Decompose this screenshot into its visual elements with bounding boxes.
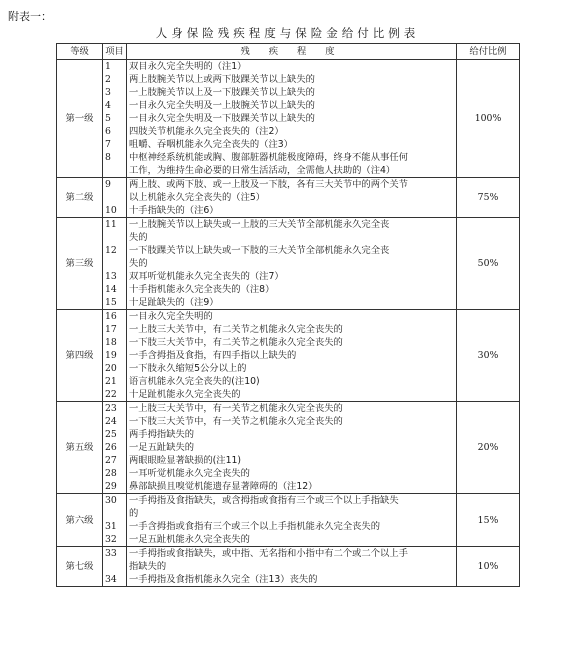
table-row <box>57 283 520 296</box>
header-degree: 残 疾 程 度 <box>127 44 457 60</box>
item-number: 3 <box>103 86 127 99</box>
description-line: 一上肢三大关节中，有二关节之机能永久完全丧失的 <box>129 324 343 335</box>
description-line: 一目永久完全失明及一下肢踝关节以上缺失的 <box>129 113 315 124</box>
item-number: 27 <box>103 454 127 467</box>
header-row <box>57 44 520 60</box>
table-row <box>57 86 520 99</box>
description-line: 一手含拇指及食指，有四手指以上缺失的 <box>129 350 297 361</box>
item-number: 6 <box>103 125 127 138</box>
description-line: 四肢关节机能永久完全丧失的（注2） <box>129 126 284 137</box>
item-description <box>127 375 457 388</box>
item-description <box>127 138 457 151</box>
item-description <box>127 310 457 324</box>
table-row <box>57 218 520 245</box>
table-row <box>57 480 520 494</box>
item-description <box>127 178 457 205</box>
item-description <box>127 402 457 416</box>
description-line: 一手拇指及食指缺失，或含拇指或食指有三个或三个以上手指缺失 <box>129 495 399 506</box>
item-description <box>127 125 457 138</box>
description-line: 一下肢三大关节中，有二关节之机能永久完全丧失的 <box>129 337 343 348</box>
payout-ratio-cell: 15% <box>457 494 520 547</box>
description-line: 以上机能永久完全丧失的（注5） <box>129 192 266 203</box>
table-row <box>57 388 520 402</box>
table-row <box>57 441 520 454</box>
table-row <box>57 178 520 205</box>
item-number: 11 <box>103 218 127 245</box>
item-number: 23 <box>103 402 127 416</box>
description-line: 一手拇指或食指缺失，或中指、无名指和小指中有二个或二个以上手 <box>129 548 408 559</box>
description-line: 两眼眼睑显著缺损的(注11) <box>129 455 242 466</box>
grade-cell: 第六级 <box>57 494 103 547</box>
item-number: 26 <box>103 441 127 454</box>
item-description <box>127 467 457 480</box>
description-line: 双耳听觉机能永久完全丧失的（注7） <box>129 271 284 282</box>
table-row <box>57 349 520 362</box>
description-line: 一下肢踝关节以上缺失或一下肢的三大关节全部机能永久完全丧 <box>129 245 390 256</box>
item-number: 25 <box>103 428 127 441</box>
description-line: 中枢神经系统机能或胸、腹部脏器机能极度障碍，终身不能从事任何 <box>129 152 408 163</box>
table-row <box>57 112 520 125</box>
header-item: 项目 <box>103 44 127 60</box>
payout-ratio-cell: 75% <box>457 178 520 218</box>
table-row <box>57 138 520 151</box>
table-row <box>57 573 520 587</box>
description-line: 两手拇指缺失的 <box>129 429 195 440</box>
table-row <box>57 362 520 375</box>
item-description <box>127 99 457 112</box>
item-number: 34 <box>103 573 127 587</box>
item-description <box>127 151 457 178</box>
grade-cell: 第二级 <box>57 178 103 218</box>
item-number: 28 <box>103 467 127 480</box>
description-line: 一目永久完全失明及一上肢腕关节以上缺失的 <box>129 100 315 111</box>
payout-ratio-cell: 30% <box>457 310 520 402</box>
item-number: 22 <box>103 388 127 402</box>
item-description <box>127 441 457 454</box>
table-row <box>57 244 520 270</box>
description-line: 失的 <box>129 232 148 243</box>
table-row <box>57 428 520 441</box>
description-line: 一上肢三大关节中，有一关节之机能永久完全丧失的 <box>129 403 343 414</box>
table-row <box>57 547 520 574</box>
payout-ratio-cell: 100% <box>457 60 520 178</box>
description-line: 的 <box>129 508 139 519</box>
item-description <box>127 533 457 547</box>
item-description <box>127 520 457 533</box>
item-number: 9 <box>103 178 127 205</box>
header-grade: 等级 <box>57 44 103 60</box>
item-description <box>127 112 457 125</box>
item-number: 15 <box>103 296 127 310</box>
item-number: 32 <box>103 533 127 547</box>
description-line: 十手指缺失的（注6） <box>129 205 219 216</box>
item-number: 1 <box>103 60 127 74</box>
table-title: 人身保险残疾程度与保险金给付比例表 <box>155 26 420 40</box>
item-description <box>127 73 457 86</box>
item-number: 20 <box>103 362 127 375</box>
item-number: 24 <box>103 415 127 428</box>
description-line: 一足五趾缺失的 <box>129 442 195 453</box>
item-number: 13 <box>103 270 127 283</box>
table-row <box>57 454 520 467</box>
description-line: 咀嚼、吞咽机能永久完全丧失的（注3） <box>129 139 293 150</box>
description-line: 一目永久完全失明的 <box>129 311 213 322</box>
table-row <box>57 60 520 74</box>
item-number: 2 <box>103 73 127 86</box>
item-description <box>127 454 457 467</box>
item-description <box>127 323 457 336</box>
description-line: 十足趾机能永久完全丧失的 <box>129 389 241 400</box>
item-number: 21 <box>103 375 127 388</box>
description-line: 两上肢腕关节以上或两下肢踝关节以上缺失的 <box>129 74 315 85</box>
item-number: 33 <box>103 547 127 574</box>
description-line: 一足五趾机能永久完全丧失的 <box>129 534 250 545</box>
item-description <box>127 494 457 521</box>
item-number: 17 <box>103 323 127 336</box>
description-line: 语言机能永久完全丧失的(注10) <box>129 376 260 387</box>
item-description <box>127 388 457 402</box>
table-row <box>57 336 520 349</box>
table-row <box>57 125 520 138</box>
item-description <box>127 415 457 428</box>
item-description <box>127 270 457 283</box>
table-row <box>57 323 520 336</box>
item-description <box>127 218 457 245</box>
item-description <box>127 296 457 310</box>
item-number: 30 <box>103 494 127 521</box>
description-line: 十足趾缺失的（注9） <box>129 297 219 308</box>
item-description <box>127 362 457 375</box>
item-description <box>127 336 457 349</box>
item-description <box>127 480 457 494</box>
grade-cell: 第三级 <box>57 218 103 310</box>
item-description <box>127 547 457 574</box>
description-line: 一耳听觉机能永久完全丧失的 <box>129 468 250 479</box>
grade-cell: 第一级 <box>57 60 103 178</box>
table-row <box>57 520 520 533</box>
description-line: 双目永久完全失明的（注1） <box>129 61 247 72</box>
item-number: 4 <box>103 99 127 112</box>
table-row <box>57 73 520 86</box>
description-line: 鼻部缺损且嗅觉机能遗存显著障碍的（注12） <box>129 481 318 492</box>
header-ratio: 给付比例 <box>457 44 520 60</box>
description-line: 一手拇指及食指机能永久完全（注13）丧失的 <box>129 574 318 585</box>
description-line: 十手指机能永久完全丧失的（注8） <box>129 284 275 295</box>
item-description <box>127 244 457 270</box>
description-line: 失的 <box>129 258 148 269</box>
item-number: 14 <box>103 283 127 296</box>
annex-label: 附表一： <box>8 10 52 23</box>
item-number: 5 <box>103 112 127 125</box>
payout-ratio-cell: 20% <box>457 402 520 494</box>
table-row <box>57 415 520 428</box>
item-description <box>127 349 457 362</box>
table-row <box>57 533 520 547</box>
table-row <box>57 467 520 480</box>
description-line: 一上肢腕关节以上及一下肢踝关节以上缺失的 <box>129 87 315 98</box>
table-row <box>57 99 520 112</box>
item-description <box>127 86 457 99</box>
table-body <box>57 60 520 587</box>
item-description <box>127 428 457 441</box>
item-number: 18 <box>103 336 127 349</box>
item-number: 31 <box>103 520 127 533</box>
description-line: 两上肢、或两下肢、或一上肢及一下肢，各有三大关节中的两个关节 <box>129 179 408 190</box>
description-line: 一下肢三大关节中，有一关节之机能永久完全丧失的 <box>129 416 343 427</box>
description-line: 一下肢永久缩短5公分以上的 <box>129 363 247 374</box>
table-row <box>57 151 520 178</box>
payout-ratio-cell: 50% <box>457 218 520 310</box>
item-description <box>127 204 457 218</box>
table-row <box>57 310 520 324</box>
disability-table <box>56 43 520 587</box>
item-number: 29 <box>103 480 127 494</box>
table-row <box>57 494 520 521</box>
item-number: 16 <box>103 310 127 324</box>
grade-cell: 第五级 <box>57 402 103 494</box>
item-number: 7 <box>103 138 127 151</box>
item-number: 10 <box>103 204 127 218</box>
item-number: 12 <box>103 244 127 270</box>
item-description <box>127 60 457 74</box>
table-row <box>57 296 520 310</box>
table-row <box>57 375 520 388</box>
table-row <box>57 270 520 283</box>
description-line: 工作，为维持生命必要的日常生活活动，全需他人扶助的（注4） <box>129 165 396 176</box>
grade-cell: 第七级 <box>57 547 103 587</box>
item-description <box>127 283 457 296</box>
item-number: 8 <box>103 151 127 178</box>
item-description <box>127 573 457 587</box>
description-line: 一手含拇指或食指有三个或三个以上手指机能永久完全丧失的 <box>129 521 381 532</box>
item-number: 19 <box>103 349 127 362</box>
payout-ratio-cell: 10% <box>457 547 520 587</box>
description-line: 一上肢腕关节以上缺失或一上肢的三大关节全部机能永久完全丧 <box>129 219 390 230</box>
table-row <box>57 204 520 218</box>
description-line: 指缺失的 <box>129 561 167 572</box>
grade-cell: 第四级 <box>57 310 103 402</box>
table-row <box>57 402 520 416</box>
